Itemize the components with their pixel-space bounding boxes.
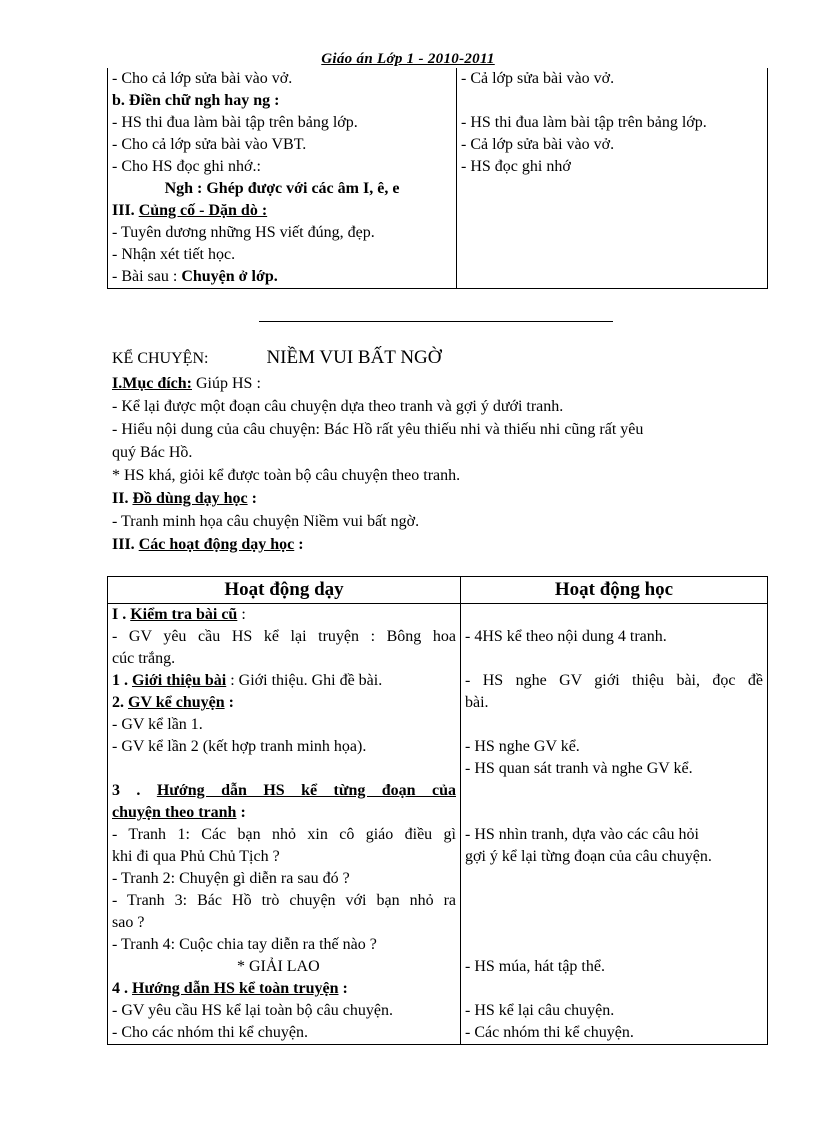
lesson-title: NIỀM VUI BẤT NGỜ <box>266 347 442 368</box>
memo-rule: Ngh : Ghép được với các âm I, ê, e <box>164 180 400 197</box>
teaching-activities: I . Kiểm tra bài cũ : - GV yêu cầu HS kể lại truyện : Bông hoa cúc trắng. 1 . Giới thiệu bài : Giới thiệu. Ghi đề bài. 2. GV kể chuyện : - GV kể lần 1. - GV kể lần 2 (kết hợp tranh minh họa). 3 . Hướng dẫn HS kể từng đoạn của chuyện theo tranh : - Tranh 1: Các bạn nhỏ xin cô giáo điều gì khi đi qua Phủ Chủ Tịch ? - Tranh 2: Chuyện gì diễn ra sau đó ? - Tranh 3: Bác Hồ trò chuyện với bạn nhỏ ra sao ? - Tranh 4: Cuộc chia tay diễn ra thế nào ? * GIẢI LAO 4 . Hướng dẫn HS kể toàn truyện : - GV yêu cầu HS kể lại toàn bộ câu chuyện. - Cho các nhóm thi kể chuyện. <box>108 604 461 1045</box>
teacher-column: - Cho cả lớp sửa bài vào vở. b. Điền chữ ngh hay ng : - HS thi đua làm bài tập trên bảng lớp. - Cho cả lớp sửa bài vào VBT. - Cho HS đọc ghi nhớ.: Ngh : Ghép được với các âm I, ê, e III. Củng cố - Dặn dò : - Tuyên dương những HS viết đúng, đẹp. - Nhận xét tiết học. - Bài sau : Chuyện ở lớp. <box>108 68 457 289</box>
lesson-objectives: I.Mục đích: Giúp HS : - Kể lại được một đoạn câu chuyện dựa theo tranh và gợi ý dưới tranh. - Hiểu nội dung của câu chuyện: Bác Hồ rất yêu thiếu nhi và thiếu nhi cũng rất yêu quý Bác Hồ. * HS khá, giỏi kể được toàn bộ câu chuyện theo tranh. II. Đồ dùng dạy học : - Tranh minh họa câu chuyện Niềm vui bất ngờ. III. Các hoạt động dạy học : <box>112 375 644 553</box>
section-divider <box>259 321 613 322</box>
header-teaching: Hoạt động dạy <box>108 577 461 604</box>
student-column: - Cả lớp sửa bài vào vở. - HS thi đua làm bài tập trên bảng lớp. - Cả lớp sửa bài vào vở. - HS đọc ghi nhớ <box>457 68 768 289</box>
lesson-title-line <box>112 344 792 372</box>
header-learning: Hoạt động học <box>461 577 768 604</box>
lesson-label: KỂ CHUYỆN: <box>112 350 209 367</box>
activity-table-continued <box>107 68 768 289</box>
page-header: Giáo án Lớp 1 - 2010-2011 <box>321 51 495 67</box>
activity-table <box>107 576 768 1045</box>
learning-activities: - 4HS kể theo nội dung 4 tranh. - HS nghe GV giới thiệu bài, đọc đề bài. - HS nghe GV kể. - HS quan sát tranh và nghe GV kể. - HS nhìn tranh, dựa vào các câu hỏi gợi ý kể lại từng đoạn của câu chuyện. - HS múa, hát tập thể. - HS kể lại câu chuyện. - Các nhóm thi kể chuyện. <box>461 604 768 1045</box>
